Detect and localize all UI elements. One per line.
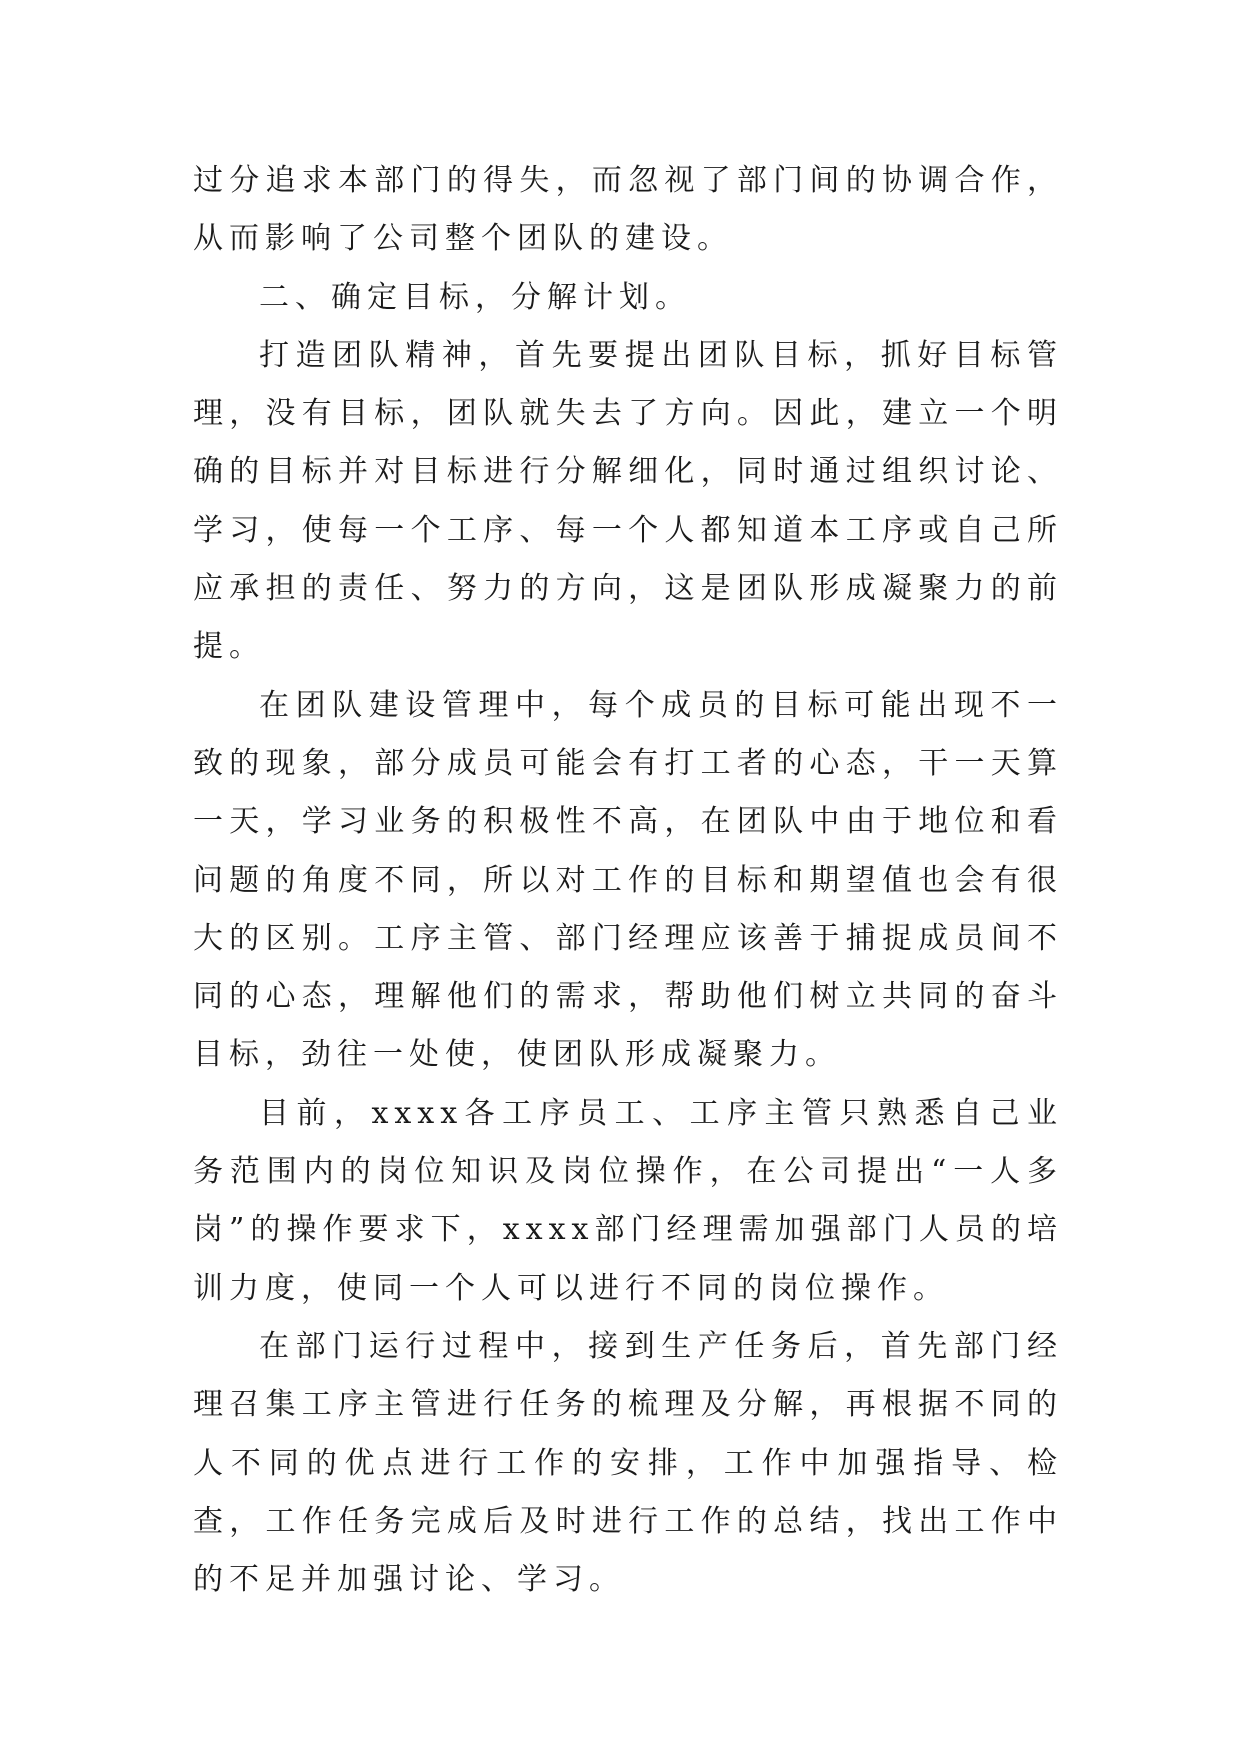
paragraph: 目前，xxxx各工序员工、工序主管只熟悉自己业务范围内的岗位知识及岗位操作，在公司提出“一人多岗”的操作要求下，xxxx部门经理需加强部门人员的培训力度，使同一个人可以进行不同的岗位操作。 — [193, 1095, 1063, 1306]
document-body — [193, 152, 1063, 1609]
section-heading: 二、确定目标，分解计划。 — [259, 279, 691, 315]
paragraph: 在团队建设管理中，每个成员的目标可能出现不一致的现象，部分成员可能会有打工者的心态，干一天算一天，学习业务的积极性不高，在团队中由于地位和看问题的角度不同，所以对工作的目标和期望值也会有很大的区别。工序主管、部门经理应该善于捕捉成员间不同的心态，理解他们的需求，帮助他们树立共同的奋斗目标，劲往一处使，使团队形成凝聚力。 — [193, 687, 1063, 1073]
paragraph-continued: 过分追求本部门的得失，而忽视了部门间的协调合作，从而影响了公司整个团队的建设。 — [193, 163, 1063, 257]
paragraph: 打造团队精神，首先要提出团队目标，抓好目标管理，没有目标，团队就失去了方向。因此，建立一个明确的目标并对目标进行分解细化，同时通过组织讨论、学习，使每一个工序、每一个人都知道本工序或自己所应承担的责任、努力的方向，这是团队形成凝聚力的前提。 — [193, 337, 1063, 665]
paragraph: 在部门运行过程中，接到生产任务后，首先部门经理召集工序主管进行任务的梳理及分解，再根据不同的人不同的优点进行工作的安排，工作中加强指导、检查，工作任务完成后及时进行工作的总结，找出工作中的不足并加强讨论、学习。 — [193, 1328, 1063, 1598]
